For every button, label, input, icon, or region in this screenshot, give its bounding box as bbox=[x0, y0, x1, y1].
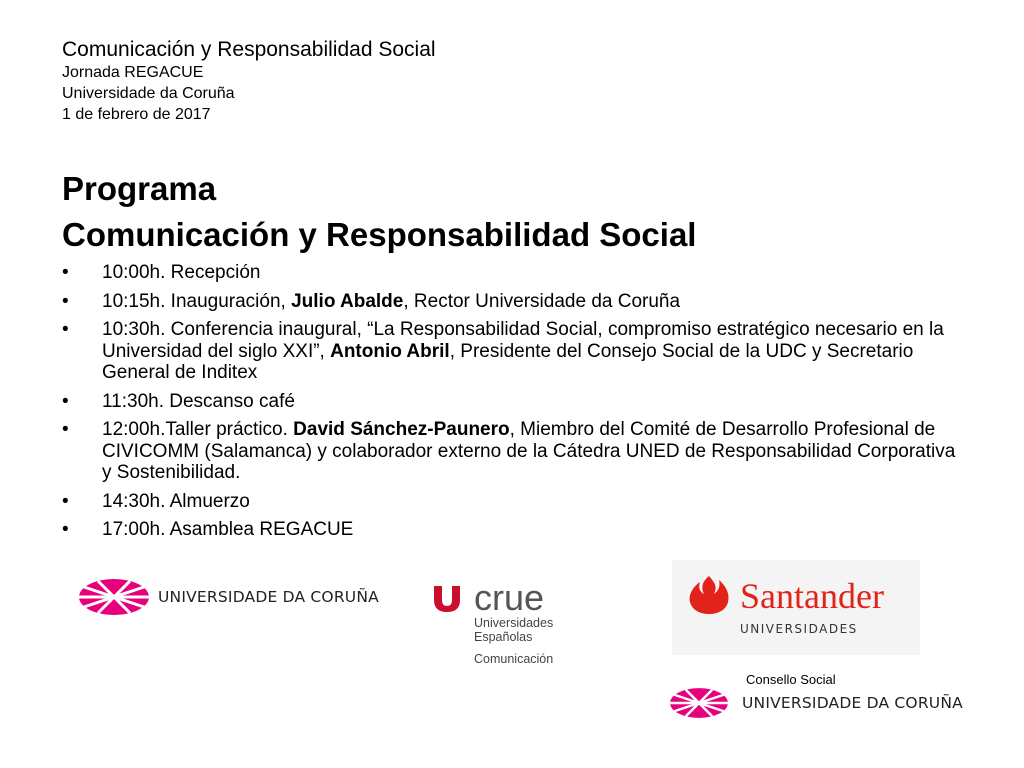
program-item bbox=[62, 491, 962, 513]
program-item bbox=[62, 291, 962, 313]
event-name: Jornada REGACUE bbox=[62, 64, 204, 81]
event-venue: Universidade da Coruña bbox=[62, 85, 235, 102]
program-item-text: 14:30h. Almuerzo bbox=[102, 490, 250, 512]
program-item-text: 17:00h. Asamblea REGACUE bbox=[102, 519, 354, 540]
program-item bbox=[62, 391, 962, 413]
bullet: • bbox=[62, 490, 69, 512]
bullet: • bbox=[62, 319, 69, 340]
crue-logo bbox=[432, 577, 582, 670]
event-date: 1 de febrero de 2017 bbox=[62, 106, 211, 123]
program-item-text: , Presidente del Consejo Social de la UDC y Secretario General de Inditex bbox=[102, 340, 914, 383]
program-item-text: , Rector Universidade da Coruña bbox=[403, 290, 681, 312]
program-item-text: 10:00h. Recepción bbox=[102, 262, 261, 283]
speaker-name: Antonio Abril bbox=[330, 340, 450, 362]
santander-logo bbox=[672, 560, 920, 655]
program-item bbox=[62, 319, 962, 384]
bullet: • bbox=[62, 290, 69, 312]
crue-logo-word: crue bbox=[474, 577, 545, 618]
udc-logo bbox=[78, 574, 378, 622]
crue-emblem-icon bbox=[432, 584, 462, 614]
consello-social-logo bbox=[664, 672, 964, 728]
udc-emblem-icon bbox=[78, 574, 150, 620]
bullet: • bbox=[62, 519, 69, 540]
event-title: Comunicación y Responsabilidad Social bbox=[62, 38, 436, 61]
consello-label: Consello Social bbox=[746, 672, 836, 687]
santander-logo-word: Santander bbox=[740, 576, 884, 616]
program-item-text: 12:00h.Taller práctico. bbox=[102, 419, 294, 440]
program-item-text: 11:30h. Descanso café bbox=[102, 390, 295, 412]
santander-logo-sub: UNIVERSIDADES bbox=[740, 622, 858, 636]
program-list bbox=[62, 262, 962, 548]
consello-logo-text: UNIVERSIDADE DA CORUÑA bbox=[742, 694, 963, 712]
udc-logo-text: UNIVERSIDADE DA CORUÑA bbox=[158, 588, 379, 606]
crue-logo-sub: Universidades bbox=[474, 616, 554, 630]
crue-logo-sub: Comunicación bbox=[474, 652, 554, 666]
santander-flame-icon bbox=[684, 572, 734, 620]
bullet: • bbox=[62, 419, 69, 440]
program-item bbox=[62, 262, 962, 284]
udc-emblem-icon bbox=[664, 684, 734, 722]
bullet: • bbox=[62, 262, 69, 283]
crue-logo-sub: Españolas bbox=[474, 630, 533, 644]
speaker-name: David Sánchez-Paunero bbox=[293, 419, 510, 440]
program-item bbox=[62, 519, 962, 541]
program-item-text: 10:15h. Inauguración, bbox=[102, 290, 292, 312]
event-header bbox=[62, 38, 662, 125]
program-item bbox=[62, 419, 962, 484]
program-title: Programa bbox=[62, 170, 217, 207]
program-item-text: 10:30h. Conferencia inaugural, “La Responsabilidad Social, compromiso estratégico necesario en la Universidad del siglo XXI”, bbox=[102, 319, 944, 362]
speaker-name: Julio Abalde bbox=[291, 290, 404, 312]
program-subtitle: Comunicación y Responsabilidad Social bbox=[62, 216, 697, 253]
bullet: • bbox=[62, 390, 69, 412]
program-item-text: , Miembro del Comité de Desarrollo Profesional de CIVICOMM (Salamanca) y colaborador externo de la Cátedra UNED de Responsabilidad Corporativa y Sostenibilidad. bbox=[102, 419, 956, 483]
program-heading bbox=[62, 166, 962, 258]
